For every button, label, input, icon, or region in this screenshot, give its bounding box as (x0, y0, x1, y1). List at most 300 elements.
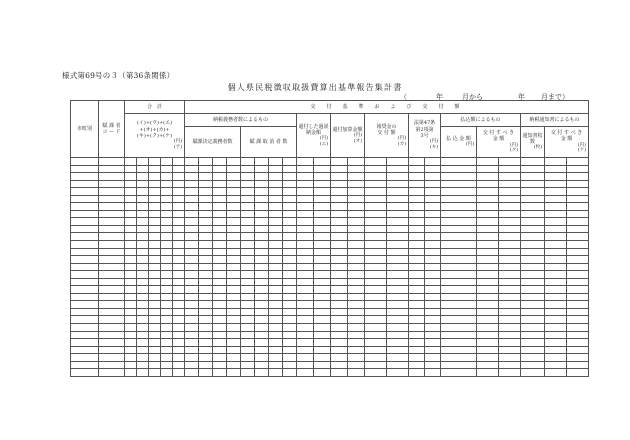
table-cell[interactable] (137, 210, 149, 218)
table-cell[interactable] (567, 188, 589, 196)
table-cell[interactable] (227, 339, 241, 347)
table-cell[interactable] (387, 173, 409, 181)
table-cell[interactable] (567, 218, 589, 226)
table-cell[interactable] (137, 278, 149, 286)
table-cell[interactable] (71, 248, 99, 256)
table-cell[interactable] (99, 308, 125, 316)
table-cell[interactable] (137, 180, 149, 188)
table-cell[interactable] (227, 256, 241, 264)
table-cell[interactable] (241, 218, 255, 226)
table-cell[interactable] (441, 301, 477, 309)
table-cell[interactable] (365, 165, 387, 173)
table-cell[interactable] (149, 278, 161, 286)
table-cell[interactable] (365, 248, 387, 256)
table-cell[interactable] (297, 301, 314, 309)
table-cell[interactable] (331, 293, 348, 301)
table-cell[interactable] (227, 210, 241, 218)
table-cell[interactable] (387, 308, 409, 316)
table-cell[interactable] (348, 263, 365, 271)
table-cell[interactable] (137, 286, 149, 294)
table-cell[interactable] (269, 293, 283, 301)
table-cell[interactable] (441, 173, 477, 181)
table-cell[interactable] (348, 271, 365, 279)
table-cell[interactable] (241, 203, 255, 211)
table-cell[interactable] (297, 248, 314, 256)
table-cell[interactable] (521, 301, 545, 309)
table-cell[interactable] (409, 256, 425, 264)
table-cell[interactable] (545, 256, 567, 264)
table-cell[interactable] (185, 203, 199, 211)
table-cell[interactable] (521, 331, 545, 339)
table-cell[interactable] (161, 301, 173, 309)
table-cell[interactable] (99, 233, 125, 241)
table-cell[interactable] (348, 346, 365, 354)
table-cell[interactable] (477, 293, 499, 301)
table-cell[interactable] (149, 180, 161, 188)
table-cell[interactable] (199, 293, 213, 301)
table-cell[interactable] (314, 331, 331, 339)
table-cell[interactable] (99, 324, 125, 332)
table-cell[interactable] (477, 256, 499, 264)
table-cell[interactable] (241, 248, 255, 256)
table-cell[interactable] (125, 308, 137, 316)
table-cell[interactable] (99, 210, 125, 218)
table-cell[interactable] (125, 173, 137, 181)
table-cell[interactable] (241, 354, 255, 362)
table-cell[interactable] (227, 331, 241, 339)
table-cell[interactable] (269, 301, 283, 309)
table-cell[interactable] (161, 233, 173, 241)
table-cell[interactable] (227, 263, 241, 271)
table-cell[interactable] (99, 195, 125, 203)
table-cell[interactable] (365, 301, 387, 309)
table-cell[interactable] (227, 346, 241, 354)
table-cell[interactable] (409, 210, 425, 218)
table-cell[interactable] (173, 346, 185, 354)
table-cell[interactable] (409, 331, 425, 339)
table-cell[interactable] (499, 278, 521, 286)
table-cell[interactable] (149, 188, 161, 196)
table-cell[interactable] (149, 354, 161, 362)
table-cell[interactable] (348, 188, 365, 196)
table-cell[interactable] (213, 165, 227, 173)
table-cell[interactable] (425, 286, 441, 294)
table-cell[interactable] (499, 248, 521, 256)
table-cell[interactable] (173, 263, 185, 271)
table-cell[interactable] (173, 278, 185, 286)
table-cell[interactable] (387, 286, 409, 294)
table-cell[interactable] (241, 369, 255, 377)
table-cell[interactable] (185, 233, 199, 241)
table-cell[interactable] (125, 316, 137, 324)
table-cell[interactable] (137, 248, 149, 256)
table-cell[interactable] (521, 324, 545, 332)
table-cell[interactable] (425, 331, 441, 339)
table-cell[interactable] (137, 241, 149, 249)
table-cell[interactable] (283, 233, 297, 241)
table-cell[interactable] (199, 278, 213, 286)
table-cell[interactable] (425, 263, 441, 271)
table-cell[interactable] (137, 218, 149, 226)
table-cell[interactable] (137, 165, 149, 173)
table-cell[interactable] (173, 218, 185, 226)
table-cell[interactable] (269, 173, 283, 181)
table-cell[interactable] (409, 233, 425, 241)
table-cell[interactable] (241, 339, 255, 347)
table-cell[interactable] (545, 339, 567, 347)
table-cell[interactable] (477, 218, 499, 226)
table-cell[interactable] (255, 369, 269, 377)
table-cell[interactable] (173, 361, 185, 369)
table-cell[interactable] (227, 369, 241, 377)
table-cell[interactable] (477, 286, 499, 294)
table-cell[interactable] (137, 158, 149, 166)
table-cell[interactable] (99, 165, 125, 173)
table-cell[interactable] (161, 218, 173, 226)
table-cell[interactable] (269, 331, 283, 339)
table-cell[interactable] (409, 339, 425, 347)
table-cell[interactable] (314, 361, 331, 369)
table-cell[interactable] (545, 369, 567, 377)
table-cell[interactable] (331, 210, 348, 218)
table-cell[interactable] (213, 286, 227, 294)
table-cell[interactable] (199, 218, 213, 226)
table-cell[interactable] (425, 165, 441, 173)
table-cell[interactable] (71, 195, 99, 203)
table-cell[interactable] (213, 271, 227, 279)
table-cell[interactable] (161, 271, 173, 279)
table-cell[interactable] (521, 180, 545, 188)
table-cell[interactable] (521, 271, 545, 279)
table-cell[interactable] (387, 361, 409, 369)
table-cell[interactable] (409, 158, 425, 166)
table-cell[interactable] (161, 278, 173, 286)
table-cell[interactable] (297, 346, 314, 354)
table-cell[interactable] (199, 256, 213, 264)
table-cell[interactable] (425, 324, 441, 332)
table-cell[interactable] (545, 346, 567, 354)
table-cell[interactable] (521, 210, 545, 218)
table-cell[interactable] (425, 233, 441, 241)
table-cell[interactable] (125, 218, 137, 226)
table-cell[interactable] (567, 286, 589, 294)
table-cell[interactable] (137, 369, 149, 377)
table-cell[interactable] (99, 316, 125, 324)
table-cell[interactable] (348, 361, 365, 369)
table-cell[interactable] (477, 158, 499, 166)
table-cell[interactable] (567, 301, 589, 309)
table-cell[interactable] (387, 263, 409, 271)
table-cell[interactable] (227, 324, 241, 332)
table-cell[interactable] (314, 271, 331, 279)
table-cell[interactable] (331, 301, 348, 309)
table-cell[interactable] (297, 233, 314, 241)
table-cell[interactable] (241, 188, 255, 196)
table-cell[interactable] (477, 346, 499, 354)
table-cell[interactable] (99, 218, 125, 226)
table-cell[interactable] (331, 263, 348, 271)
table-cell[interactable] (521, 286, 545, 294)
table-cell[interactable] (567, 271, 589, 279)
table-cell[interactable] (521, 256, 545, 264)
table-cell[interactable] (283, 256, 297, 264)
table-cell[interactable] (185, 369, 199, 377)
table-cell[interactable] (567, 173, 589, 181)
table-cell[interactable] (99, 278, 125, 286)
table-cell[interactable] (365, 354, 387, 362)
table-cell[interactable] (331, 308, 348, 316)
table-cell[interactable] (227, 354, 241, 362)
table-cell[interactable] (365, 233, 387, 241)
table-cell[interactable] (71, 263, 99, 271)
table-cell[interactable] (441, 331, 477, 339)
table-cell[interactable] (241, 278, 255, 286)
table-cell[interactable] (227, 195, 241, 203)
table-cell[interactable] (161, 241, 173, 249)
table-cell[interactable] (199, 339, 213, 347)
table-cell[interactable] (185, 339, 199, 347)
table-cell[interactable] (348, 316, 365, 324)
table-cell[interactable] (125, 256, 137, 264)
table-cell[interactable] (441, 369, 477, 377)
table-cell[interactable] (149, 248, 161, 256)
table-cell[interactable] (477, 316, 499, 324)
table-cell[interactable] (99, 339, 125, 347)
table-cell[interactable] (199, 308, 213, 316)
table-cell[interactable] (499, 233, 521, 241)
table-cell[interactable] (185, 331, 199, 339)
table-cell[interactable] (71, 218, 99, 226)
table-cell[interactable] (173, 195, 185, 203)
table-cell[interactable] (173, 173, 185, 181)
table-cell[interactable] (521, 354, 545, 362)
table-cell[interactable] (331, 278, 348, 286)
table-cell[interactable] (348, 339, 365, 347)
table-cell[interactable] (149, 286, 161, 294)
table-cell[interactable] (348, 180, 365, 188)
table-cell[interactable] (521, 233, 545, 241)
table-cell[interactable] (477, 369, 499, 377)
table-cell[interactable] (269, 308, 283, 316)
table-cell[interactable] (409, 271, 425, 279)
table-cell[interactable] (297, 195, 314, 203)
table-cell[interactable] (441, 256, 477, 264)
table-cell[interactable] (99, 256, 125, 264)
table-cell[interactable] (567, 324, 589, 332)
table-cell[interactable] (283, 188, 297, 196)
table-cell[interactable] (314, 203, 331, 211)
table-cell[interactable] (365, 324, 387, 332)
table-cell[interactable] (213, 203, 227, 211)
table-cell[interactable] (241, 316, 255, 324)
table-cell[interactable] (71, 180, 99, 188)
table-cell[interactable] (425, 293, 441, 301)
table-cell[interactable] (71, 286, 99, 294)
table-cell[interactable] (227, 301, 241, 309)
table-cell[interactable] (255, 180, 269, 188)
table-cell[interactable] (213, 241, 227, 249)
table-cell[interactable] (149, 346, 161, 354)
table-cell[interactable] (477, 324, 499, 332)
table-cell[interactable] (241, 308, 255, 316)
table-cell[interactable] (348, 331, 365, 339)
table-cell[interactable] (283, 241, 297, 249)
table-cell[interactable] (283, 225, 297, 233)
table-cell[interactable] (409, 225, 425, 233)
table-cell[interactable] (387, 324, 409, 332)
table-cell[interactable] (255, 293, 269, 301)
table-cell[interactable] (567, 354, 589, 362)
table-cell[interactable] (173, 308, 185, 316)
table-cell[interactable] (521, 203, 545, 211)
table-cell[interactable] (567, 346, 589, 354)
table-cell[interactable] (348, 248, 365, 256)
table-cell[interactable] (125, 263, 137, 271)
table-cell[interactable] (314, 293, 331, 301)
table-cell[interactable] (241, 263, 255, 271)
table-cell[interactable] (173, 165, 185, 173)
table-cell[interactable] (425, 301, 441, 309)
table-cell[interactable] (499, 301, 521, 309)
table-cell[interactable] (499, 271, 521, 279)
table-cell[interactable] (365, 286, 387, 294)
table-cell[interactable] (331, 173, 348, 181)
table-cell[interactable] (545, 233, 567, 241)
table-cell[interactable] (387, 248, 409, 256)
table-cell[interactable] (227, 225, 241, 233)
table-cell[interactable] (213, 256, 227, 264)
table-cell[interactable] (137, 225, 149, 233)
table-cell[interactable] (331, 354, 348, 362)
table-cell[interactable] (409, 241, 425, 249)
table-cell[interactable] (125, 210, 137, 218)
table-cell[interactable] (441, 286, 477, 294)
table-cell[interactable] (365, 263, 387, 271)
table-cell[interactable] (441, 316, 477, 324)
table-cell[interactable] (521, 293, 545, 301)
table-cell[interactable] (387, 339, 409, 347)
table-cell[interactable] (161, 369, 173, 377)
table-cell[interactable] (99, 286, 125, 294)
table-cell[interactable] (99, 203, 125, 211)
table-cell[interactable] (331, 241, 348, 249)
table-cell[interactable] (125, 361, 137, 369)
table-cell[interactable] (199, 188, 213, 196)
table-cell[interactable] (425, 210, 441, 218)
table-cell[interactable] (348, 233, 365, 241)
table-cell[interactable] (213, 278, 227, 286)
table-cell[interactable] (71, 278, 99, 286)
table-cell[interactable] (269, 158, 283, 166)
table-cell[interactable] (213, 339, 227, 347)
table-cell[interactable] (545, 158, 567, 166)
table-cell[interactable] (314, 188, 331, 196)
table-cell[interactable] (297, 210, 314, 218)
table-cell[interactable] (137, 354, 149, 362)
table-cell[interactable] (409, 346, 425, 354)
table-cell[interactable] (255, 331, 269, 339)
table-cell[interactable] (283, 210, 297, 218)
table-cell[interactable] (283, 346, 297, 354)
table-cell[interactable] (477, 233, 499, 241)
table-cell[interactable] (125, 301, 137, 309)
table-cell[interactable] (227, 180, 241, 188)
table-cell[interactable] (348, 210, 365, 218)
table-cell[interactable] (425, 180, 441, 188)
table-cell[interactable] (161, 361, 173, 369)
table-cell[interactable] (149, 339, 161, 347)
table-cell[interactable] (499, 286, 521, 294)
table-cell[interactable] (283, 203, 297, 211)
table-cell[interactable] (283, 271, 297, 279)
table-cell[interactable] (173, 158, 185, 166)
table-cell[interactable] (241, 158, 255, 166)
table-cell[interactable] (71, 339, 99, 347)
table-cell[interactable] (283, 316, 297, 324)
table-cell[interactable] (185, 293, 199, 301)
table-cell[interactable] (365, 316, 387, 324)
table-cell[interactable] (477, 263, 499, 271)
table-cell[interactable] (71, 256, 99, 264)
table-cell[interactable] (255, 173, 269, 181)
table-cell[interactable] (213, 225, 227, 233)
table-cell[interactable] (213, 188, 227, 196)
table-cell[interactable] (365, 271, 387, 279)
table-cell[interactable] (331, 316, 348, 324)
table-cell[interactable] (99, 248, 125, 256)
table-cell[interactable] (71, 316, 99, 324)
table-cell[interactable] (283, 369, 297, 377)
table-cell[interactable] (227, 233, 241, 241)
table-cell[interactable] (297, 188, 314, 196)
table-cell[interactable] (71, 301, 99, 309)
table-cell[interactable] (477, 248, 499, 256)
table-cell[interactable] (545, 218, 567, 226)
table-cell[interactable] (71, 210, 99, 218)
table-cell[interactable] (213, 346, 227, 354)
table-cell[interactable] (425, 203, 441, 211)
table-cell[interactable] (441, 271, 477, 279)
table-cell[interactable] (269, 369, 283, 377)
table-cell[interactable] (545, 316, 567, 324)
table-cell[interactable] (137, 263, 149, 271)
table-cell[interactable] (521, 218, 545, 226)
table-cell[interactable] (255, 286, 269, 294)
table-cell[interactable] (125, 354, 137, 362)
table-cell[interactable] (348, 173, 365, 181)
table-cell[interactable] (365, 158, 387, 166)
table-cell[interactable] (199, 165, 213, 173)
table-cell[interactable] (227, 218, 241, 226)
table-cell[interactable] (137, 308, 149, 316)
table-cell[interactable] (269, 233, 283, 241)
table-cell[interactable] (348, 324, 365, 332)
table-cell[interactable] (499, 218, 521, 226)
table-cell[interactable] (199, 180, 213, 188)
table-cell[interactable] (173, 339, 185, 347)
table-cell[interactable] (499, 316, 521, 324)
table-cell[interactable] (255, 241, 269, 249)
table-cell[interactable] (241, 361, 255, 369)
table-cell[interactable] (567, 203, 589, 211)
table-cell[interactable] (348, 218, 365, 226)
table-cell[interactable] (269, 248, 283, 256)
table-cell[interactable] (477, 188, 499, 196)
table-cell[interactable] (477, 165, 499, 173)
table-cell[interactable] (499, 203, 521, 211)
table-cell[interactable] (255, 203, 269, 211)
table-cell[interactable] (567, 293, 589, 301)
